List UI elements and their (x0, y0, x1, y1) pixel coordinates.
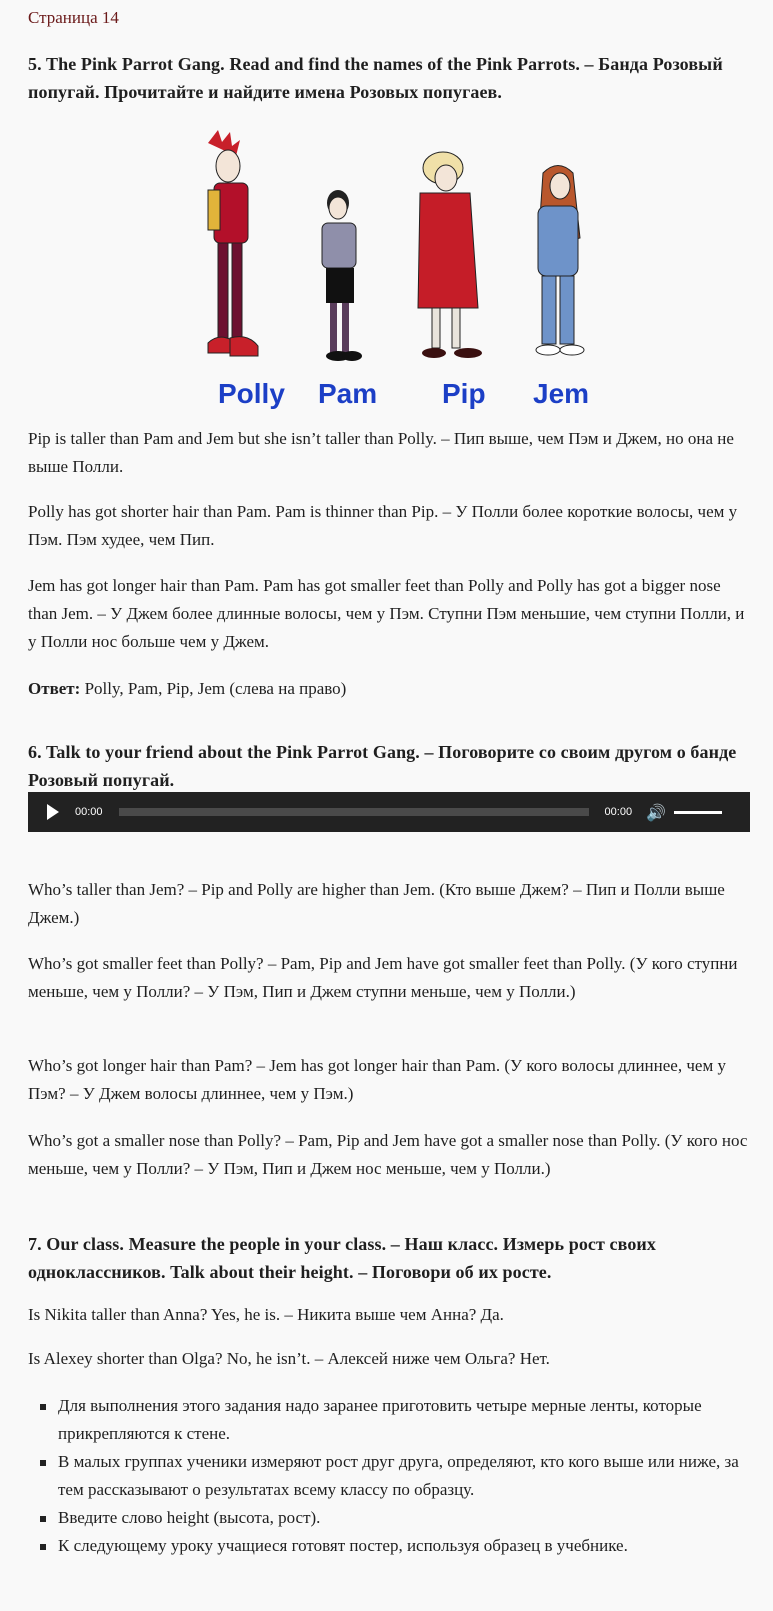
ex7-paragraph-2: Is Alexey shorter than Olga? No, he isn’t. – Алексей ниже чем Ольга? Нет. (28, 1349, 550, 1368)
pip-figure (418, 152, 482, 358)
name-polly: Polly (218, 378, 285, 409)
name-pip: Pip (442, 378, 486, 409)
name-jem: Jem (533, 378, 590, 409)
list-item: Для выполнения этого задания надо заранее приготовить четыре мерные ленты, которые прикрепляются к стене. (28, 1392, 750, 1448)
ex5-answer (28, 675, 750, 703)
ex7-tips-list (28, 1392, 750, 1560)
play-button[interactable] (47, 804, 59, 820)
current-time: 00:00 (75, 806, 103, 818)
duration: 00:00 (604, 806, 633, 818)
list-item: Введите слово height (высота, рост). (28, 1504, 750, 1532)
pink-parrots-illustration (188, 128, 628, 418)
ex7-paragraph-1: Is Nikita taller than Anna? Yes, he is. – Никита выше чем Анна? Да. (28, 1305, 504, 1324)
ex5-paragraph-3: Jem has got longer hair than Pam. Pam has got smaller feet than Polly and Polly has got a bigger nose than Jem. – У Джем более длинные волосы, чем у Пэм. Ступни Пэм меньшие, чем ступни Полли, и у Полли нос больше чем у Джем. (28, 576, 745, 651)
exercise-7-heading: 7. Our class. Measure the people in your class. – Наш класс. Измерь рост своих одноклассников. Talk about their height. – Поговори об их росте. (28, 1234, 657, 1282)
page-number: Страница 14 (28, 8, 119, 27)
volume-slider[interactable] (674, 811, 722, 814)
ex6-paragraph-3: Who’s got longer hair than Pam? – Jem has got longer hair than Pam. (У кого волосы длиннее, чем у Пэм? – У Джем волосы длиннее, чем у Пэм.) (28, 1056, 726, 1103)
answer-label: Ответ: (28, 679, 81, 698)
character-names (188, 378, 628, 418)
ex5-paragraph-1: Pip is taller than Pam and Jem but she isn’t taller than Polly. – Пип выше, чем Пэм и Джем, но она не выше Полли. (28, 429, 734, 476)
ex6-paragraph-1: Who’s taller than Jem? – Pip and Polly are higher than Jem. (Кто выше Джем? – Пип и Полли выше Джем.) (28, 880, 725, 927)
jem-figure (536, 166, 584, 356)
name-pam: Pam (318, 378, 378, 409)
pam-figure (322, 190, 362, 361)
progress-slider[interactable] (119, 808, 589, 816)
polly-figure (208, 130, 258, 356)
characters-drawing (188, 128, 628, 378)
exercise-6-heading: 6. Talk to your friend about the Pink Parrot Gang. – Поговорите со своим другом о банде Розовый попугай. (28, 742, 737, 790)
audio-player (28, 792, 750, 832)
answer-text: Polly, Pam, Pip, Jem (слева на право) (80, 679, 347, 698)
ex5-paragraph-2: Polly has got shorter hair than Pam. Pam is thinner than Pip. – У Полли более короткие волосы, чем у Пэм. Пэм худее, чем Пип. (28, 502, 738, 549)
ex6-paragraph-4: Who’s got a smaller nose than Polly? – Pam, Pip and Jem have got a smaller nose than Polly. (У кого нос меньше, чем у Полли? – У Пэм, Пип и Джем нос меньше, чем у Полли.) (28, 1131, 748, 1178)
volume-icon[interactable]: 🔊 (646, 802, 666, 822)
list-item: В малых группах ученики измеряют рост друг друга, определяют, кто кого выше или ниже, за тем рассказывают о результатах всему классу по образцу. (28, 1448, 750, 1504)
exercise-5-heading: 5. The Pink Parrot Gang. Read and find the names of the Pink Parrots. – Банда Розовый попугай. Прочитайте и найдите имена Розовых попугаев. (28, 54, 723, 102)
ex6-paragraph-2: Who’s got smaller feet than Polly? – Pam, Pip and Jem have got smaller feet than Polly. (У кого ступни меньше, чем у Полли? – У Пэм, Пип и Джем ступни меньше, чем у Полли.) (28, 954, 738, 1001)
list-item: К следующему уроку учащиеся готовят постер, используя образец в учебнике. (28, 1532, 750, 1560)
